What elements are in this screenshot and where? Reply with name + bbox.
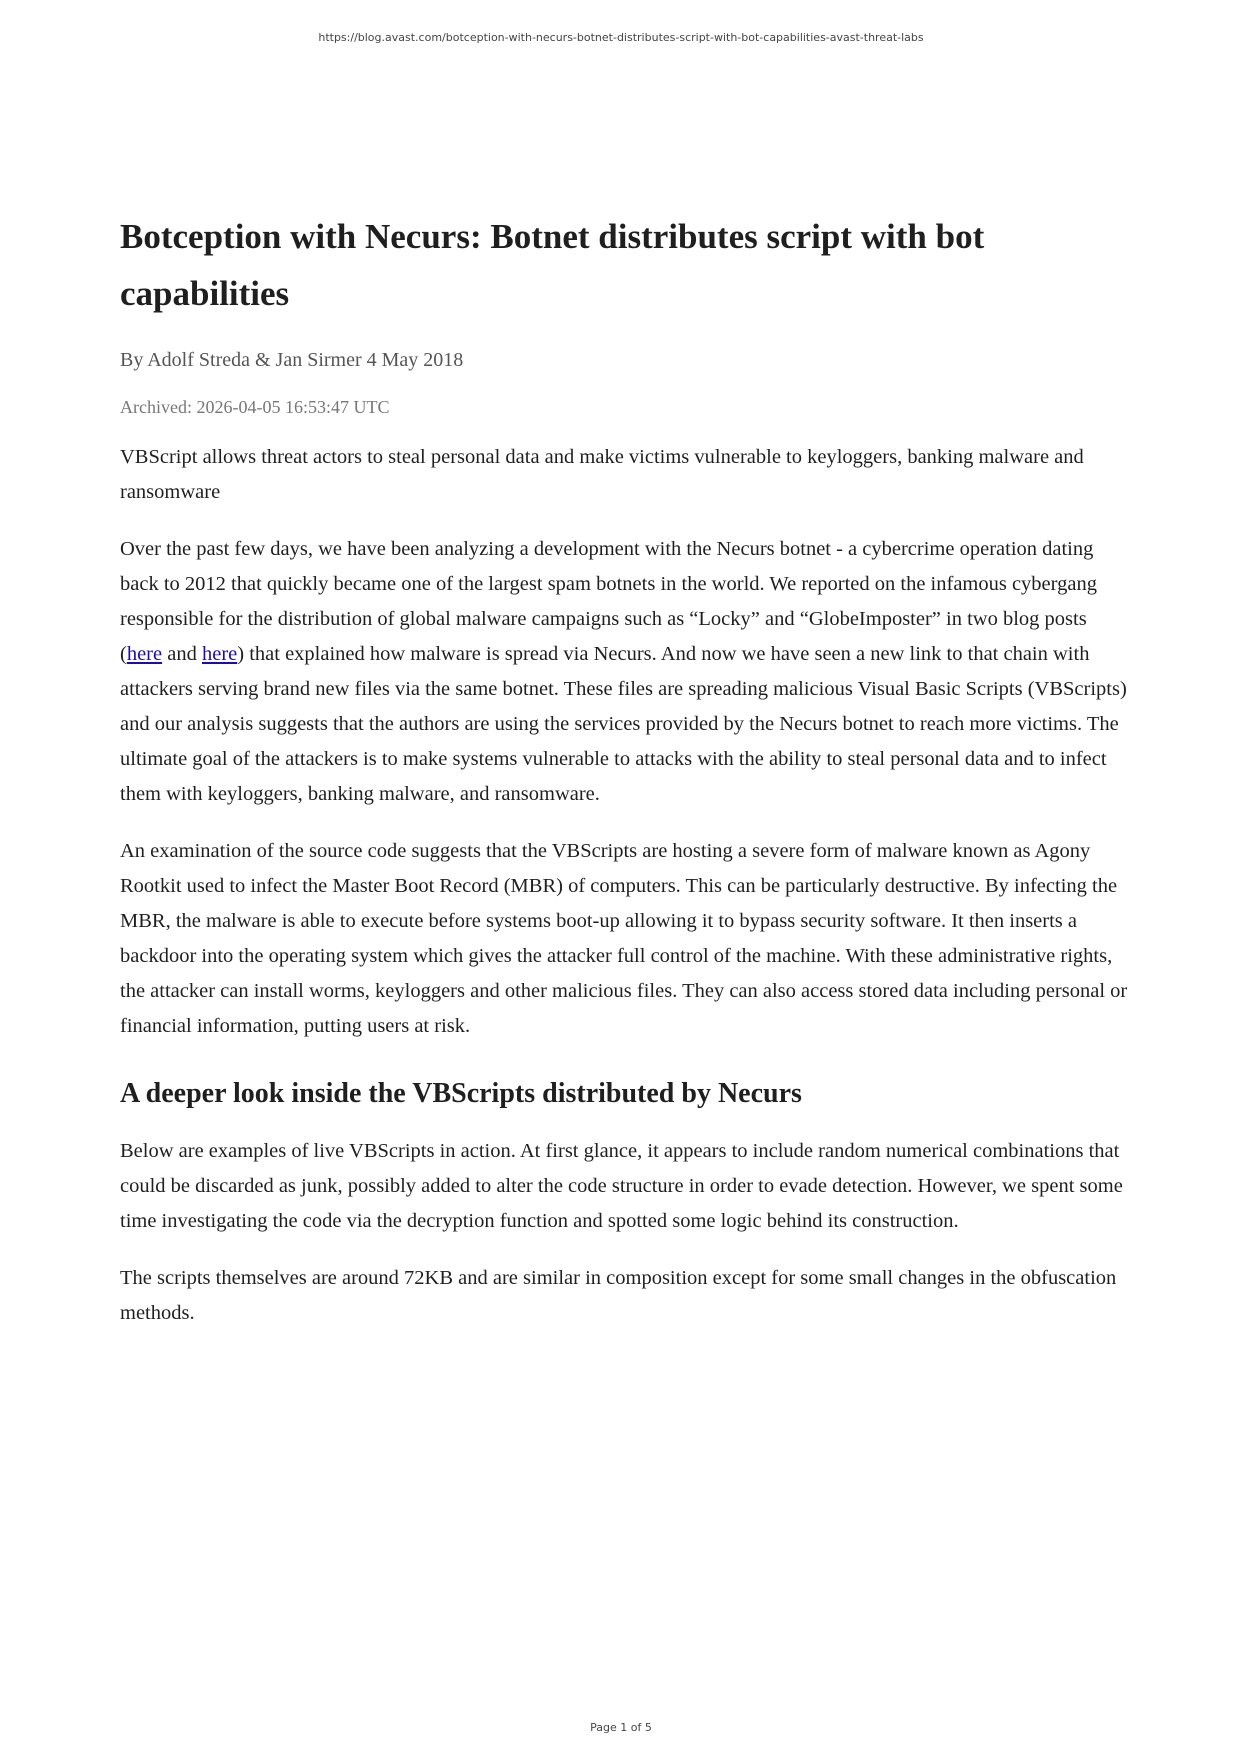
archived-timestamp: Archived: 2026-04-05 16:53:47 UTC <box>120 397 390 417</box>
section-heading: A deeper look inside the VBScripts distributed by Necurs <box>120 1078 802 1109</box>
lead-paragraph: VBScript allows threat actors to steal personal data and make victims vulnerable to keyloggers, banking malware and ransomware <box>120 446 1084 503</box>
paragraph-text: and <box>162 643 202 665</box>
article-title: Botception with Necurs: Botnet distributes script with bot capabilities <box>120 217 985 313</box>
paragraph-necurs-overview <box>120 532 1130 812</box>
paragraph-agony-rootkit: An examination of the source code suggests that the VBScripts are hosting a severe form of malware known as Agony Rootkit used to infect the Master Boot Record (MBR) of computers. This can be particularly destructive. By infecting the MBR, the malware is able to execute before systems boot-up allowing it to bypass security software. It then inserts a backdoor into the operating system which gives the attacker full control of the machine. With these administrative rights, the attacker can install worms, keyloggers and other malicious files. They can also access stored data including personal or financial information, putting users at risk. <box>120 840 1128 1037</box>
page-number: Page 1 of 5 <box>590 1721 652 1734</box>
paragraph-text: Over the past few days, we have been analyzing a development with the Necurs botnet - a cybercrime operation dating back to 2012 that quickly became one of the largest spam botnets in the world. We reported on the infamous cybergang responsible for the distribution of global malware campaigns such as “Locky” and “GlobeImposter” in two blog posts ( <box>120 538 1097 665</box>
paragraph-script-size: The scripts themselves are around 72KB and are similar in composition except for some small changes in the obfuscation methods. <box>120 1267 1117 1324</box>
page-url-header: https://blog.avast.com/botception-with-necurs-botnet-distributes-script-with-bot-capabilities-avast-threat-labs <box>318 31 924 44</box>
blog-post-link-2[interactable]: here <box>201 643 238 665</box>
blog-post-link-1[interactable]: here <box>126 643 163 665</box>
paragraph-text: ) that explained how malware is spread via Necurs. And now we have seen a new link to that chain with attackers serving brand new files via the same botnet. These files are spreading malicious Visual Basic Scripts (VBScripts) and our analysis suggests that the authors are using the services provided by the Necurs botnet to reach more victims. The ultimate goal of the attackers is to make systems vulnerable to attacks with the ability to steal personal data and to infect them with keyloggers, banking malware, and ransomware. <box>120 643 1127 805</box>
paragraph-live-vbscripts: Below are examples of live VBScripts in action. At first glance, it appears to include random numerical combinations that could be discarded as junk, possibly added to alter the code structure in order to evade detection. However, we spent some time investigating the code via the decryption function and spotted some logic behind its construction. <box>120 1140 1123 1232</box>
article-content <box>120 208 1130 1331</box>
article-byline: By Adolf Streda & Jan Sirmer 4 May 2018 <box>120 349 464 371</box>
